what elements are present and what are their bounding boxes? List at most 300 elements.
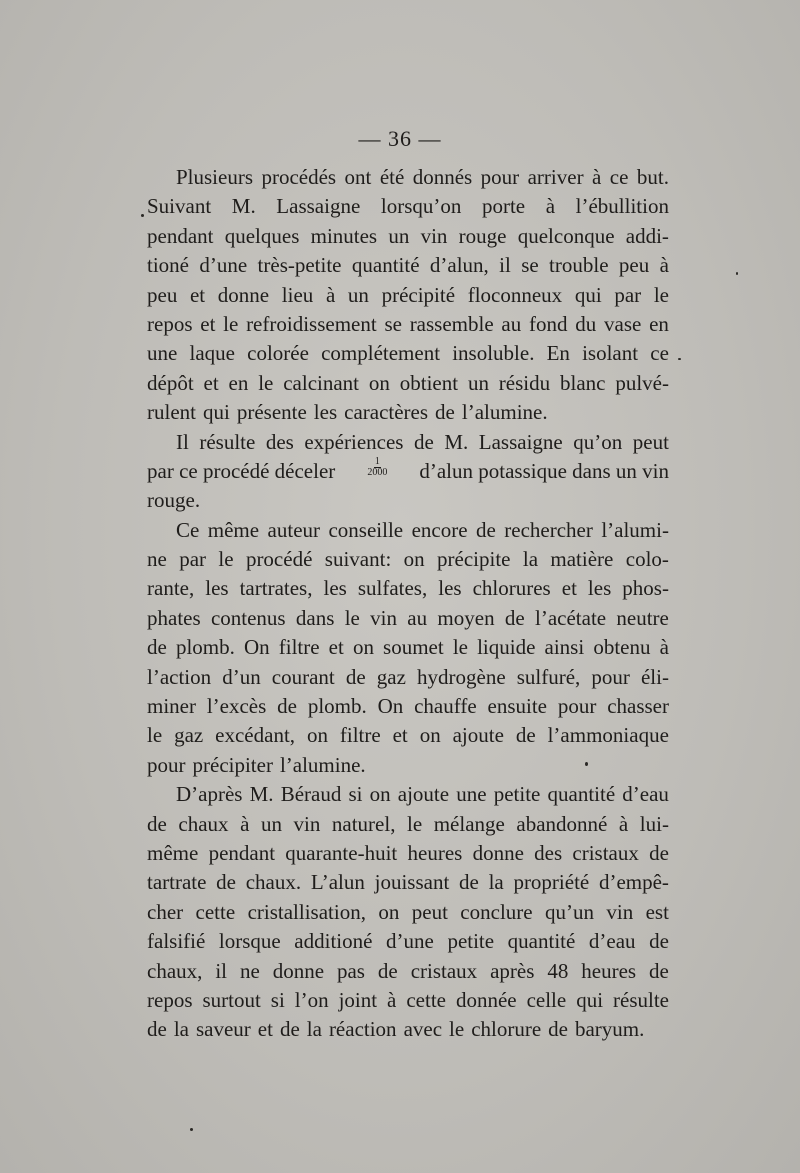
text-line [147,192,669,221]
text-line [147,574,669,603]
word: En [546,341,570,366]
word: il [499,253,511,278]
word: cristaux [572,840,639,865]
paragraph-4 [147,780,669,1045]
word: Ce [176,517,200,542]
word: l’ammoniaque [547,723,669,748]
word: l’acétate [535,605,607,630]
text-line [147,310,669,339]
word: moyen [437,605,495,630]
word: petite [493,782,541,807]
word: de [147,811,167,836]
word: chaux, [147,958,203,983]
word: encore [411,517,468,542]
word: qu’on [573,429,623,454]
word: porte [481,194,526,219]
word: d’une [199,253,248,278]
word: suivant: [324,547,392,572]
word: addi- [625,223,669,248]
word: rante, [147,576,195,601]
word: les [587,576,612,601]
word: tartrate [147,870,207,895]
word: chaux [178,811,229,836]
word: ce [609,165,629,189]
word: chlorures [472,576,551,601]
fraction [367,457,387,486]
text-segment: par ce procédé déceler [147,458,336,483]
word: précipiter [192,752,273,777]
word: procédés [261,165,337,189]
word: filtre [278,635,320,660]
word: obtient [399,370,459,395]
text-line [147,369,669,398]
word: de [279,1017,300,1042]
word: tioné [147,253,189,278]
word: la [173,1017,189,1042]
word: les [313,400,338,425]
word: même [207,517,260,542]
word: résulte [199,429,256,454]
text-line [147,957,669,986]
word: quelconque [517,223,615,248]
word: filtre [339,723,381,748]
word: naturel, [331,811,396,836]
text-line [147,721,669,750]
word: se [384,311,402,336]
word: à [659,635,669,660]
paragraph-3 [147,516,669,781]
word: en [649,311,669,336]
word: but. [636,165,669,189]
word: pendant [208,840,276,865]
word: la [488,870,504,895]
word: de [504,605,525,630]
word: donne [472,840,524,865]
word: à [387,987,397,1012]
word: vin [370,605,397,630]
word: celle [526,987,567,1012]
word: à [325,282,336,307]
word: après [490,958,535,983]
word: saveur [195,1017,251,1042]
word: matière [550,547,614,572]
word: on [369,782,391,807]
word: d’empê- [598,870,669,895]
word: additioné [294,929,373,954]
word: ajoute [452,723,504,748]
word: été [379,165,405,189]
word: de [476,517,496,542]
word: quantité [351,253,420,278]
text-line [147,251,669,280]
word: à [240,811,250,836]
word: et [561,576,577,601]
text-line [147,633,669,662]
word: présente [236,400,307,425]
word: neutre [616,605,669,630]
text-line [147,1015,669,1044]
word: peut [411,899,448,924]
word: Lassaigne [478,429,563,454]
word: dépôt [147,370,194,395]
word: pulvé- [615,370,669,395]
word: M. [249,782,274,807]
word: d’alun, [429,253,489,278]
word: colo- [625,547,669,572]
word: chaux. [245,870,302,895]
word: le [218,547,234,572]
word: le [452,635,468,660]
word: l’alumine. [461,400,548,425]
word: excédant, [215,723,296,748]
word: surtout [202,987,261,1012]
text-line [147,486,669,515]
word: de [147,1017,167,1042]
word: blanc [559,370,606,395]
word: de [435,400,455,425]
word: isolant [582,341,639,366]
word: floconneux [467,282,563,307]
word: sulfuré, [516,664,581,689]
word: de [548,1017,568,1042]
word: cristaux [410,958,478,983]
word: repos [147,987,193,1012]
word: caractères [344,400,429,425]
word: qui [576,987,604,1012]
word: de [216,870,236,895]
word: Suivant [147,194,212,219]
word: falsifié [147,929,206,954]
word: de [277,694,297,719]
word: des [265,429,294,454]
text-line [147,692,669,721]
word: résulte [613,987,669,1012]
word: et [189,282,206,307]
word: ne [239,958,260,983]
word: arriver [527,165,584,189]
word: l’ébullition [575,194,669,219]
word: cher [147,899,184,924]
text-line [147,839,669,868]
word: d’un [222,664,261,689]
word: et [328,635,344,660]
word: heures [407,840,463,865]
paper-speck [736,272,738,275]
text-line [147,663,669,692]
word: on [419,723,441,748]
word: ajoute [397,782,450,807]
word: les [438,576,462,601]
word: qui [574,282,602,307]
word: on [368,370,390,395]
text-line [147,545,669,574]
word: et [257,1017,273,1042]
word: un [388,223,410,248]
word: d’eau [588,929,636,954]
word: lieu [281,282,314,307]
word: 48 [547,958,569,983]
word: de [413,429,434,454]
word: fond [529,311,568,336]
word: l’on [294,987,329,1012]
word: et [203,370,219,395]
word: à [618,811,629,836]
word: l’excès [206,694,267,719]
text-line [147,398,669,427]
word: lorsqu’on [380,194,462,219]
word: le [653,282,669,307]
word: On [243,635,270,660]
word: à [545,194,556,219]
word: très-petite [257,253,342,278]
word: laque [189,341,235,366]
word: rassemble [409,311,494,336]
word: colorée [247,341,309,366]
word: en [228,370,249,395]
word: gaz [174,723,204,748]
word: donne [272,958,325,983]
word: le [147,723,163,748]
text-line [147,428,669,457]
word: vin [420,223,448,248]
word: L’alun [310,870,365,895]
word: vase [604,311,642,336]
word: au [407,605,428,630]
page-number: — 36 — [358,126,442,151]
word: on [352,635,374,660]
word: vin [606,899,634,924]
word: ainsi [544,635,585,660]
word: expériences [304,429,404,454]
word: peu [618,253,650,278]
word: une [456,782,487,807]
word: avec [403,1017,443,1042]
text-line [147,780,669,809]
word: rouge [458,223,507,248]
word: repos [147,311,193,336]
word: peu [147,282,178,307]
word: lorsque [218,929,281,954]
word: M. [444,429,469,454]
word: on [378,899,400,924]
word: on [403,547,425,572]
word: de [649,958,669,983]
word: donnés [412,165,473,189]
word: des [534,840,563,865]
paper-speck [141,214,144,217]
word: phates [147,605,201,630]
word: quarante-huit [285,840,398,865]
word: Il [176,429,189,454]
word: minutes [310,223,378,248]
word: qu’un [544,899,594,924]
word: Béraud [280,782,342,807]
text-line [147,927,669,956]
word: une [147,341,178,366]
paper-speck [678,358,681,360]
word: auteur [267,517,321,542]
word: insoluble. [452,341,535,366]
word: pas [336,958,365,983]
word: jouissant [374,870,450,895]
word: miner [147,694,196,719]
word: pour [557,694,597,719]
word: donne [217,282,270,307]
word: pour [147,752,186,777]
word: hydrogène [417,664,506,689]
word: il [215,958,228,983]
text-segment: d’alun potassique dans un vin [419,458,669,483]
word: phos- [622,576,669,601]
text-line [147,222,669,251]
word: d’eau [622,782,669,807]
word: éli- [640,664,669,689]
word: au [501,311,522,336]
word: refroidissement [246,311,377,336]
word: le [407,811,423,836]
word: tartrates, [239,576,313,601]
word: réaction [328,1017,397,1042]
text-line [147,751,669,780]
word: lui- [639,811,669,836]
word: un [260,811,282,836]
word: pour [591,664,630,689]
text-line [147,163,669,192]
word: les [205,576,229,601]
word: résidu [498,370,551,395]
paragraph-2 [147,428,669,516]
fraction-denominator: 2000 [367,466,388,478]
text-line [147,516,669,545]
word: Plusieurs [176,165,254,189]
word: cristallisation, [247,899,366,924]
word: de [649,929,669,954]
text-line-with-fraction [147,457,669,486]
word: pendant [147,223,214,248]
word: de [345,664,366,689]
word: obtenu [593,635,651,660]
word: soumet [383,635,444,660]
word: conseille [328,517,404,542]
word: le [258,370,274,395]
word: les [323,576,347,601]
word: la [522,547,539,572]
word: la [306,1017,322,1042]
text-line [147,868,669,897]
word: rulent [147,400,196,425]
paper-speck [585,762,588,766]
word: complétement [321,341,441,366]
word: trouble [549,253,609,278]
word: si [270,987,285,1012]
word: cette [406,987,446,1012]
word: conclure [460,899,533,924]
word: le [344,605,360,630]
word: quantité [547,782,616,807]
word: par [179,547,207,572]
word: de [515,723,536,748]
word: plomb. [175,635,235,660]
word: heures [581,958,637,983]
word: à [659,253,669,278]
word: précipite [437,547,511,572]
word: chauffe [414,694,477,719]
word: se [521,253,539,278]
word: précipité [381,282,456,307]
word: est [645,899,669,924]
word: de [649,840,669,865]
word: procédé [245,547,313,572]
word: quelques [224,223,300,248]
word: on [306,723,328,748]
word: l’alumi- [601,517,669,542]
word: liquide [477,635,536,660]
word: cette [195,899,236,924]
paper-speck [190,1128,193,1131]
word: M. [231,194,256,219]
word: le [449,1017,465,1042]
text-line [147,986,669,1015]
word: contenus [210,605,286,630]
text-line [147,898,669,927]
text-line [147,281,669,310]
word: peut [632,429,669,454]
word: abandonné [516,811,608,836]
word: qui [202,400,230,425]
word: l’action [147,664,212,689]
word: chasser [607,694,669,719]
word: petite [447,929,495,954]
word: joint [338,987,378,1012]
word: le [223,311,239,336]
word: ne [147,547,167,572]
fraction-numerator: 1 [374,455,380,467]
word: baryum. [574,1017,645,1042]
word: gaz [376,664,406,689]
word: de [377,958,398,983]
word: et [392,723,408,748]
body-text [147,163,669,1045]
word: calcinant [283,370,360,395]
word: si [348,782,363,807]
word: du [575,311,597,336]
word: à [592,165,602,189]
word: propriété [513,870,590,895]
word: courant [271,664,335,689]
word: même [147,840,199,865]
word: vin [293,811,321,836]
text-line [147,810,669,839]
text-line [147,339,669,368]
word: de [147,635,167,660]
word: d’une [386,929,434,954]
word: rouge. [147,488,201,513]
word: chlorure [471,1017,542,1042]
word: On [377,694,404,719]
word: ce [650,341,669,366]
text-line [147,604,669,633]
word: un [347,282,369,307]
word: ont [344,165,372,189]
word: D’après [176,782,243,807]
word: sulfates, [357,576,428,601]
word: dans [295,605,335,630]
word: ensuite [487,694,547,719]
paragraph-1 [147,163,669,428]
word: par [614,282,642,307]
word: pour [480,165,520,189]
word: quantité [507,929,576,954]
